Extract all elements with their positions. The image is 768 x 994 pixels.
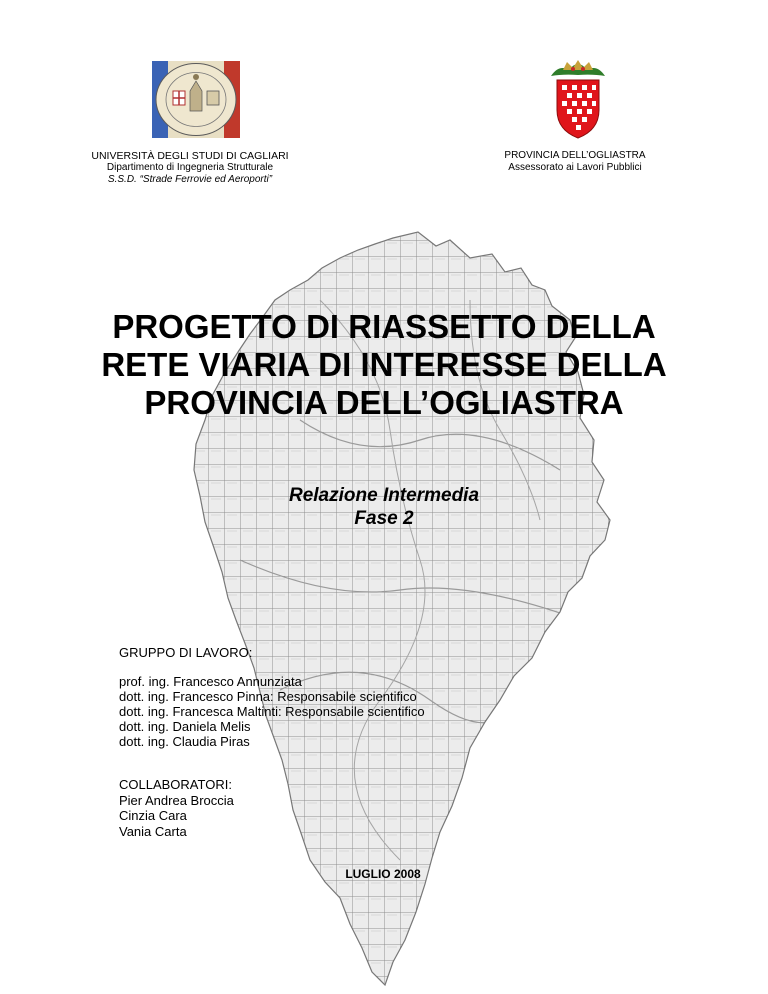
- university-name: UNIVERSITÀ DEGLI STUDI DI CAGLIARI: [91, 150, 289, 162]
- work-group: [119, 645, 425, 749]
- university-info: [60, 150, 320, 185]
- page-subtitle: [200, 484, 568, 530]
- subtitle-line: Relazione Intermedia: [288, 485, 480, 506]
- work-group-heading: GRUPPO DI LAVORO:: [119, 645, 253, 660]
- sector-name: S.S.D. “Strade Ferrovie ed Aeroporti”: [107, 173, 273, 185]
- list-item: dott. ing. Claudia Piras: [119, 734, 250, 749]
- list-item: dott. ing. Francesca Maltinti: Responsabile scientifico: [119, 704, 425, 719]
- title-line: RETE VIARIA DI INTERESSE DELLA: [101, 346, 667, 383]
- list-item: dott. ing. Daniela Melis: [119, 719, 251, 734]
- title-line: PROGETTO DI RIASSETTO DELLA: [112, 308, 656, 345]
- title-line: PROVINCIA DELL’OGLIASTRA: [144, 384, 624, 421]
- province-coat-of-arms-icon: [543, 58, 613, 140]
- list-item: Cinzia Cara: [119, 808, 187, 823]
- page-title: [40, 308, 728, 422]
- list-item: Vania Carta: [119, 823, 187, 839]
- subtitle-line: Fase 2: [354, 508, 414, 529]
- university-seal-icon: [152, 61, 240, 138]
- province-name: PROVINCIA DELL’OGLIASTRA: [504, 150, 646, 161]
- department-name: Dipartimento di Ingegneria Strutturale: [106, 162, 274, 174]
- list-item: dott. ing. Francesco Pinna: Responsabile scientifico: [119, 689, 417, 704]
- list-item: Pier Andrea Broccia: [119, 792, 234, 808]
- document-date: LUGLIO 2008: [345, 867, 421, 881]
- province-info: [470, 150, 680, 173]
- list-item: prof. ing. Francesco Annunziata: [119, 674, 302, 689]
- province-office: Assessorato ai Lavori Pubblici: [508, 161, 642, 173]
- collaborators-heading: COLLABORATORI:: [119, 777, 232, 792]
- collaborators: [119, 777, 234, 839]
